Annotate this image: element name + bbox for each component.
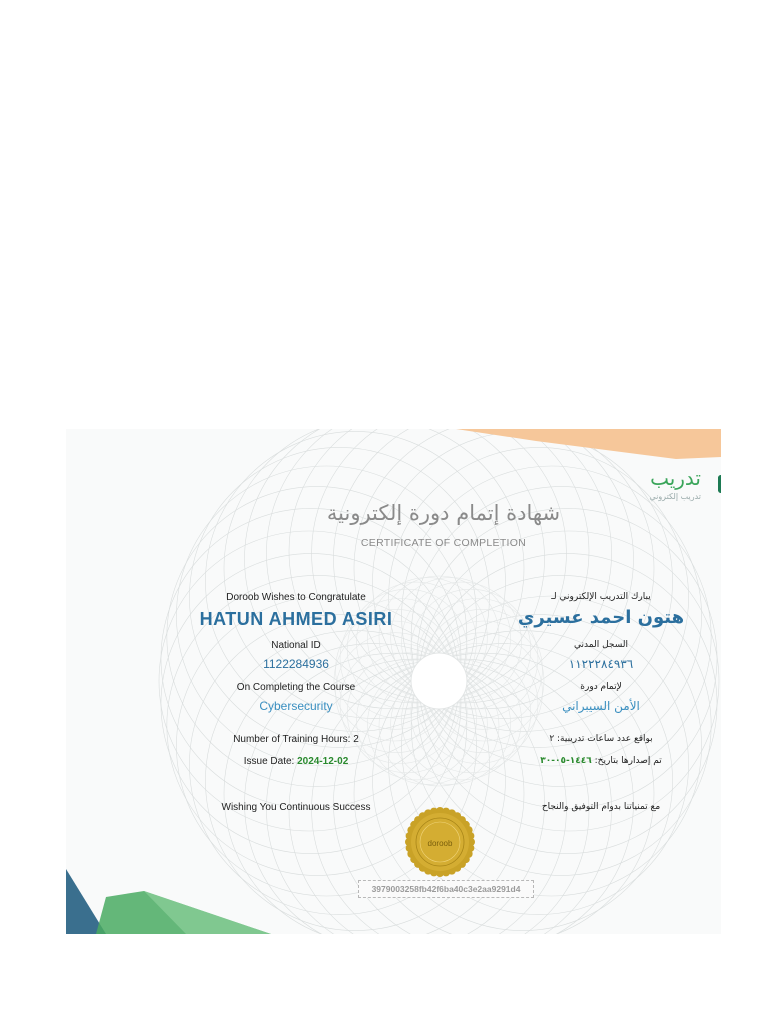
title-arabic: شهادة إتمام دورة إلكترونية [326,501,561,525]
national-id-value: 1122284936 [263,657,329,671]
issue-date-line [166,756,426,767]
issue-date-line-arabic [471,756,721,766]
course-name: Cybersecurity [259,699,333,713]
national-id-value-arabic: ١١٢٢٢٨٤٩٣٦ [568,657,634,671]
course-name-arabic: الأمن السيبراني [562,699,640,713]
orange-corner-shape [456,429,721,459]
logo-text: تدريب [650,466,701,490]
issue-date-value-arabic: ١٤٤٦-٠٥-٣٠ [540,756,592,766]
certificate [66,429,721,934]
seal-text: doroob [427,839,453,848]
title-english: CERTIFICATE OF COMPLETION [360,537,527,549]
issue-date-label-arabic: تم إصدارها بتاريخ: [594,756,662,766]
completing-label: On Completing the Course [236,682,356,693]
national-id-label-arabic: السجل المدني [574,640,628,650]
recipient-name: HATUN AHMED ASIRI [199,609,393,629]
recipient-name-arabic: هتون احمد عسيري [517,607,685,628]
completing-label-arabic: لإتمام دورة [580,682,622,692]
logo-subtitle: تدريب إلكتروني [649,492,701,501]
logo-mark-icon [718,475,721,493]
issue-date-label: Issue Date: [243,756,295,767]
national-id-label: National ID [271,640,321,651]
gold-seal-icon [404,806,476,878]
congratulate-label-arabic: يبارك التدريب الإلكتروني لـ [551,592,651,602]
training-hours-arabic: بواقع عدد ساعات تدريبية: ٢ [549,734,653,744]
training-hours: Number of Training Hours: 2 [233,734,359,745]
congratulate-label: Doroob Wishes to Congratulate [226,592,366,603]
wish-text: Wishing You Continuous Success [221,802,371,813]
doroob-logo [649,467,701,501]
verification-hash[interactable]: 3979003258fb42f6ba40c3e2aa9291d4 [358,880,534,898]
issue-date-value: 2024-12-02 [297,756,349,767]
wish-text-arabic: مع تمنياتنا بدوام التوفيق والنجاح [541,802,661,812]
